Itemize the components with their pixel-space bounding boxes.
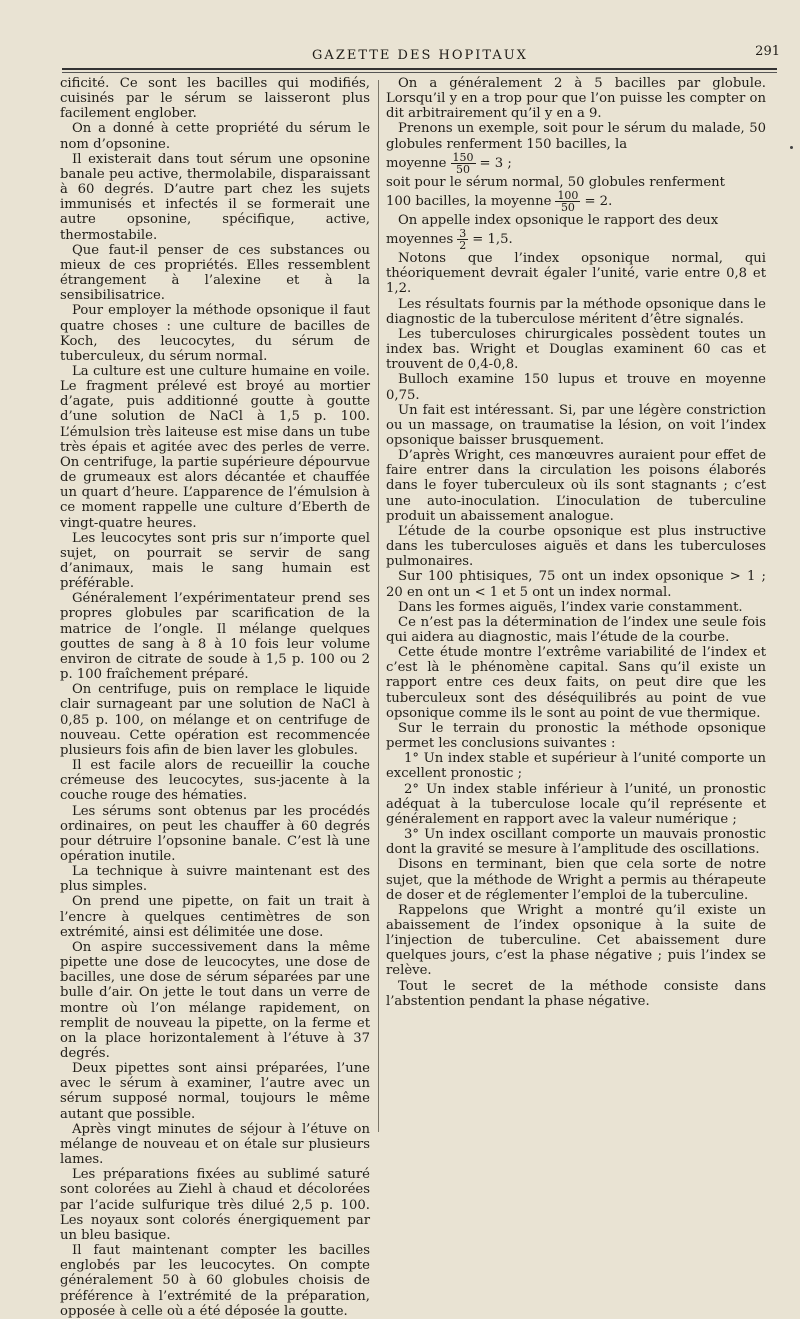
paragraph: On aspire successivement dans la même pipette une dose de leucocytes, une dose de bacilles, une dose de sérum séparées par une bulle d’air. On jette le tout dans un verre de montre où l’on mélange rapidement, on remplit de nouveau la pipette, on la ferme et on la place horizontalement à l’étuve à 37 degrés.	[60, 939, 370, 1061]
paragraph: On a généralement 2 à 5 bacilles par globule. Lorsqu’il y en a trop pour que l’on puisse les compter on dit arbitrairement qu’il y en a 9.	[386, 76, 766, 122]
equation-result: = 3 ;	[479, 155, 512, 171]
equation-lead: moyenne	[386, 155, 447, 171]
right-column-part-a	[386, 76, 766, 152]
paragraph: La culture est une culture humaine en voile. Le fragment prélevé est broyé au mortier d’agate, puis additionné goutte à goutte d’une solution de NaCl à 1,5 p. 100. L’émulsion très laiteuse est mise dans un tube très épais et agitée avec des perles de verre. On centrifuge, la partie supérieure dépourvue de grumeaux est alors décantée et chauffée un quart d’heure. L’apparence de l’émulsion à ce moment rappelle une culture d’Eberth de vingt-quatre heures.	[60, 363, 370, 531]
paragraph: Deux pipettes sont ainsi préparées, l’une avec le sérum à examiner, l’autre avec un sérum supposé normal, toujours le même autant que possible.	[60, 1061, 370, 1122]
paragraph: 2° Un index stable inférieur à l’unité, un pronostic adéquat à la tuberculose locale qu’il représente et généralement en rapport avec la valeur numérique ;	[386, 781, 766, 827]
fraction-denominator: 50	[456, 162, 470, 176]
paragraph: Disons en terminant, bien que cela sorte de notre sujet, que la méthode de Wright a permis au thérapeute de doser et de réglementer l’emploi de la tuberculine.	[386, 857, 766, 903]
paragraph: D’après Wright, ces manœuvres auraient pour effet de faire entrer dans la circulation les poisons élaborés dans le foyer tuberculeux où ils sont stagnants ; c’est une auto-inoculation. L’inoculation de tuberculine produit un abaissement analogue.	[386, 448, 766, 524]
paragraph: Que faut-il penser de ces substances ou mieux de ces propriétés. Elles ressemblent étrangement à l’alexine et à la sensibilisatrice.	[60, 242, 370, 304]
equation-moyenne-malade	[386, 152, 766, 175]
equation-lead: moyennes	[386, 232, 454, 248]
right-column-part-d	[386, 251, 766, 1009]
paragraph: soit pour le sérum normal, 50 globules renferment	[386, 174, 725, 190]
paragraph: L’étude de la courbe opsonique est plus instructive dans les tuberculoses aiguës et dans les tuberculoses pulmonaires.	[386, 523, 766, 570]
paragraph: 1° Un index stable et supérieur à l’unité comporte un excellent pronostic ;	[386, 751, 766, 782]
paragraph: Les résultats fournis par la méthode opsonique dans le diagnostic de la tuberculose méritent d’être signalés.	[386, 296, 766, 327]
equation-lead: 100 bacilles, la moyenne	[386, 193, 552, 209]
paragraph: Après vingt minutes de séjour à l’étuve on mélange de nouveau et on étale sur plusieurs lames.	[60, 1121, 370, 1168]
header-rule-thick	[62, 68, 777, 70]
equation-result: = 2.	[584, 193, 613, 209]
column-divider	[378, 80, 379, 1132]
paragraph: 3° Un index oscillant comporte un mauvais pronostic dont la gravité se mesure à l’amplitude des oscillations.	[386, 827, 766, 858]
fraction	[451, 152, 476, 175]
fraction-numerator: 100	[557, 188, 579, 202]
paragraph: Il existerait dans tout sérum une opsonine banale peu active, thermolabile, disparaissant à 60 degrés. D’autre part chez les sujets immunisés et infectés il se formerait une autre opsonine, spécifique, active, thermostabile.	[60, 151, 370, 243]
paragraph: Généralement l’expérimentateur prend ses propres globules par scarification de la matrice de l’ongle. Il mélange quelques gouttes de sang à 8 à 10 fois leur volume environ de citrate de soude à 1,5 p. 100 ou 2 p. 100 fraîchement préparé.	[60, 591, 370, 683]
paragraph: Pour employer la méthode opsonique il faut quatre choses : une culture de bacilles de Koch, des leucocytes, du sérum de tuberculeux, du sérum normal.	[60, 303, 370, 364]
equation-moyenne-normale	[386, 190, 766, 213]
fraction	[457, 228, 468, 251]
paragraph: Les sérums sont obtenus par les procédés ordinaires, on peut les chauffer à 60 degrés pour détruire l’opsonine banale. C’est là une opération inutile.	[60, 803, 370, 864]
paragraph: Les préparations fixées au sublimé saturé sont colorées au Ziehl à chaud et décolorées par l’acide sulfurique très dilué 2,5 p. 100. Les noyaux sont colorés énergiquement par un bleu basique.	[60, 1167, 370, 1243]
paragraph: La technique à suivre maintenant est des plus simples.	[60, 864, 370, 895]
paragraph: Tout le secret de la méthode consiste dans l’abstention pendant la phase négative.	[386, 978, 766, 1009]
margin-dot	[790, 146, 793, 149]
right-column	[386, 76, 766, 1009]
equation-index	[386, 228, 766, 251]
paragraph: Il est facile alors de recueillir la couche crémeuse des leucocytes, sus-jacente à la couche rouge des hématies.	[60, 758, 370, 804]
paragraph: Les leucocytes sont pris sur n’importe quel sujet, on pourrait se servir de sang d’animaux, mais le sang humain est préférable.	[60, 530, 370, 592]
paragraph: Cette étude montre l’extrême variabilité de l’index et c’est là le phénomène capital. Sans qu’il existe un rapport entre ces deux faits, on peut dire que les tuberculeux sont des déséquilibrés au point de vue opsonique comme ils le sont au point de vue thermique.	[386, 645, 766, 721]
left-column	[60, 76, 370, 1319]
paragraph: Notons que l’index opsonique normal, qui théoriquement devrait égaler l’unité, varie entre 0,8 et 1,2.	[386, 251, 766, 297]
fraction-numerator: 3	[459, 227, 467, 241]
equation-result: = 1,5.	[472, 232, 513, 248]
paragraph: On a donné à cette propriété du sérum le nom d’opsonine.	[60, 121, 370, 152]
paragraph: Sur le terrain du pronostic la méthode opsonique permet les conclusions suivantes :	[386, 720, 766, 752]
paragraph: cificité. Ce sont les bacilles qui modifiés, cuisinés par le sérum se laisseront plus facilement englober.	[60, 76, 370, 122]
paragraph: Dans les formes aiguës, l’index varie constamment.	[398, 599, 743, 615]
paragraph: On centrifuge, puis on remplace le liquide clair surnageant par une solution de NaCl à 0,85 p. 100, on mélange et on centrifuge de nouveau. Cette opération est recommencée plusieurs fois afin de bien laver les globules.	[60, 682, 370, 758]
paragraph: Les tuberculoses chirurgicales possèdent toutes un index bas. Wright et Douglas examinent 60 cas et trouvent de 0,4-0,8.	[386, 326, 766, 373]
fraction-denominator: 50	[560, 200, 575, 214]
page-header	[60, 40, 780, 68]
fraction-denominator: 2	[459, 239, 467, 253]
paragraph: Prenons un exemple, soit pour le sérum du malade, 50 globules renferment 150 bacilles, la	[386, 121, 766, 152]
page-number: 291	[755, 44, 780, 59]
header-rule-thin	[62, 72, 777, 73]
paragraph: Ce n’est pas la détermination de l’index une seule fois qui aidera au diagnostic, mais l’étude de la courbe.	[386, 614, 766, 645]
running-title: GAZETTE DES HOPITAUX	[312, 48, 528, 63]
fraction	[555, 190, 580, 213]
paragraph: On prend une pipette, on fait un trait à l’encre à quelques centimètres de son extrémité, ainsi est délimitée une dose.	[60, 894, 370, 940]
paragraph: Il faut maintenant compter les bacilles englobés par les leucocytes. On compte généralement 50 à 60 globules choisis de préférence à l’extrémité de la préparation, opposée à celle où a été déposée la goutte.	[60, 1243, 370, 1319]
paragraph: Rappelons que Wright a montré qu’il existe un abaissement de l’index opsonique à la suite de l’injection de tuberculine. Cet abaissement dure quelques jours, c’est la phase négative ; puis l’index se relève.	[386, 902, 766, 979]
paragraph: Sur 100 phtisiques, 75 ont un index opsonique > 1 ; 20 en ont un < 1 et 5 ont un index normal.	[386, 569, 766, 600]
fraction-numerator: 150	[452, 150, 474, 164]
paragraph: On appelle index opsonique le rapport des deux	[398, 212, 719, 228]
paragraph: Bulloch examine 150 lupus et trouve en moyenne 0,75.	[386, 372, 766, 403]
paragraph: Un fait est intéressant. Si, par une légère constriction ou un massage, on traumatise la lésion, on voit l’index opsonique baisser brusquement.	[386, 402, 766, 448]
